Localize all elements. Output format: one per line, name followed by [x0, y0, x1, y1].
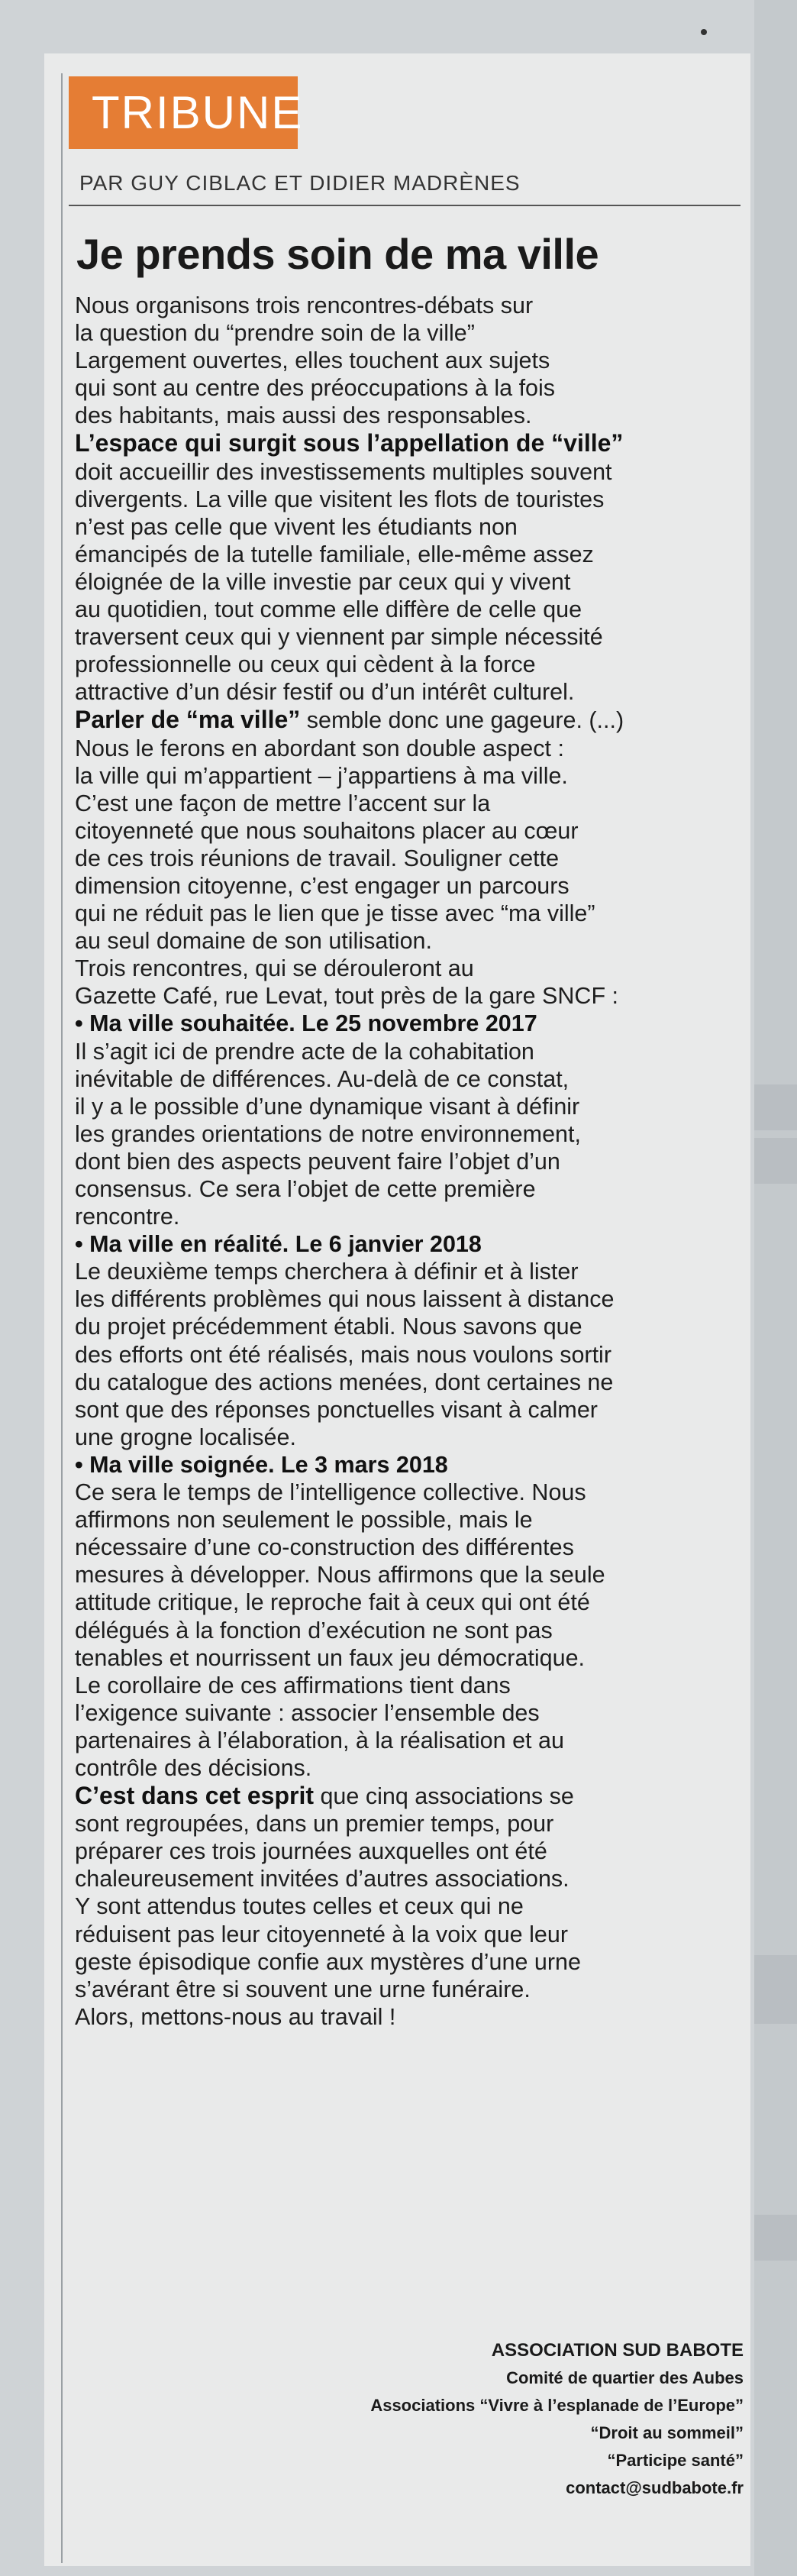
adjacent-page-strip: [754, 0, 797, 2576]
text-line: s’avérant être si souvent une urne funéraire.: [75, 1976, 531, 2002]
text-line: Y sont attendus toutes celles et ceux qui ne: [75, 1893, 524, 1920]
text-line: une grogne localisée.: [75, 1424, 296, 1450]
column-rule: [61, 73, 63, 2563]
meeting-title: • Ma ville soignée. Le 3 mars 2018: [75, 1451, 448, 1478]
text-line: n’est pas celle que vivent les étudiants non: [75, 513, 518, 540]
text-line: traversent ceux qui y viennent par simple nécessité: [75, 624, 603, 651]
text-line: citoyenneté que nous souhaitons placer au cœur: [75, 817, 579, 844]
text-line: Trois rencontres, qui se dérouleront au: [75, 955, 474, 982]
text-line: des habitants, mais aussi des responsables.: [75, 402, 532, 429]
paragraph-lead: C’est dans cet esprit: [75, 1782, 314, 1810]
paragraph-ma-ville: [75, 706, 747, 1010]
text-line: la ville qui m’appartient – j’appartiens à ma ville.: [75, 762, 568, 789]
text-line: du catalogue des actions menées, dont certaines ne: [75, 1369, 614, 1395]
text-line: au seul domaine de son utilisation.: [75, 928, 432, 955]
headline: Je prends soin de ma ville: [76, 230, 599, 278]
text-line: émancipés de la tutelle familiale, elle-même assez: [75, 541, 594, 567]
text-line: Ce sera le temps de l’intelligence collective. Nous: [75, 1479, 586, 1506]
byline-divider: [69, 205, 741, 206]
text-line: les différents problèmes qui nous laissent à distance: [75, 1286, 615, 1313]
text-line: délégués à la fonction d’exécution ne sont pas: [75, 1617, 553, 1644]
signature-line: “Participe santé”: [607, 2451, 744, 2470]
paragraph-esprit: [75, 1782, 747, 2031]
text-line: des efforts ont été réalisés, mais nous voulons sortir: [75, 1341, 611, 1368]
meeting-2: [75, 1230, 747, 1451]
text-line: il y a le possible d’une dynamique visant à définir: [75, 1093, 580, 1120]
text-line: sont que des réponses ponctuelles visant à calmer: [75, 1396, 598, 1423]
text-line: tenables et nourrissent un faux jeu démocratique.: [75, 1644, 586, 1671]
article-body: [75, 292, 747, 2031]
text-line: attractive d’un désir festif ou d’un intérêt culturel.: [75, 679, 575, 706]
text-line: partenaires à l’élaboration, à la réalisation et au: [75, 1727, 564, 1753]
text-line: la question du “prendre soin de la ville”: [75, 320, 475, 347]
text-line: du projet précédemment établi. Nous savons que: [75, 1314, 582, 1340]
text-line: dimension citoyenne, c’est engager un parcours: [75, 872, 570, 899]
meeting-1: [75, 1010, 747, 1230]
text-line: qui ne réduit pas le lien que je tisse avec “ma ville”: [75, 900, 595, 927]
text-line: semble donc une gageure. (...): [300, 707, 624, 734]
intro-paragraph: [75, 292, 747, 429]
text-line: dont bien des aspects peuvent faire l’objet d’un: [75, 1148, 560, 1175]
text-line: de ces trois réunions de travail. Souligner cette: [75, 845, 560, 871]
text-line: doit accueillir des investissements multiples souvent: [75, 458, 612, 485]
text-line: Le deuxième temps cherchera à définir et à lister: [75, 1259, 579, 1285]
text-line: divergents. La ville que visitent les flots de touristes: [75, 486, 605, 512]
byline: PAR GUY CIBLAC ET DIDIER MADRÈNES: [79, 171, 521, 195]
meeting-title: • Ma ville en réalité. Le 6 janvier 2018: [75, 1231, 482, 1258]
signature-line: “Droit au sommeil”: [590, 2423, 744, 2442]
text-line: Le corollaire de ces affirmations tient dans: [75, 1672, 511, 1698]
signature-email: contact@sudbabote.fr: [566, 2478, 744, 2497]
text-line: réduisent pas leur citoyenneté à la voix que leur: [75, 1921, 568, 1947]
text-line: Nous organisons trois rencontres-débats sur: [75, 293, 534, 318]
text-line: Il s’agit ici de prendre acte de la cohabitation: [75, 1038, 534, 1065]
text-line: consensus. Ce sera l’objet de cette première: [75, 1176, 536, 1202]
text-line: contrôle des décisions.: [75, 1754, 312, 1781]
section-tag: TRIBUNE: [69, 76, 298, 149]
text-line: inévitable de différences. Au-delà de ce constat,: [75, 1065, 570, 1092]
scan-speck: [701, 29, 707, 35]
text-line: Nous le ferons en abordant son double aspect :: [75, 735, 564, 761]
text-line: attitude critique, le reproche fait à ceux qui ont été: [75, 1589, 590, 1616]
text-line: Alors, mettons-nous au travail !: [75, 2003, 396, 2030]
paragraph-lead: L’espace qui surgit sous l’appellation de “ville”: [75, 429, 624, 457]
text-line: nécessaire d’une co-construction des différentes: [75, 1534, 574, 1561]
signature-line: Associations “Vivre à l’esplanade de l’Europe”: [370, 2396, 744, 2415]
text-line: affirmons non seulement le possible, mais le: [75, 1507, 533, 1534]
text-line: qui sont au centre des préoccupations à la fois: [75, 375, 556, 402]
text-line: préparer ces trois journées auxquelles ont été: [75, 1838, 547, 1865]
text-line: Largement ouvertes, elles touchent aux sujets: [75, 347, 550, 374]
paragraph-lead: Parler de “ma ville”: [75, 706, 301, 734]
text-line: professionnelle ou ceux qui cèdent à la force: [75, 651, 536, 678]
signature-org: ASSOCIATION SUD BABOTE: [491, 2340, 744, 2361]
text-line: sont regroupées, dans un premier temps, pour: [75, 1811, 554, 1837]
paragraph-ville: [75, 429, 747, 706]
meeting-3: [75, 1451, 747, 1782]
text-line: geste épisodique confie aux mystères d’une urne: [75, 1948, 581, 1975]
signature-line: Comité de quartier des Aubes: [506, 2368, 744, 2387]
text-line: Gazette Café, rue Levat, tout près de la gare SNCF :: [75, 983, 619, 1010]
text-line: au quotidien, tout comme elle diffère de celle que: [75, 596, 582, 623]
text-line: mesures à développer. Nous affirmons que la seule: [75, 1562, 605, 1589]
text-line: l’exigence suivante : associer l’ensemble des: [75, 1699, 540, 1726]
text-line: rencontre.: [75, 1204, 180, 1230]
text-line: les grandes orientations de notre environnement,: [75, 1120, 581, 1147]
text-line: éloignée de la ville investie par ceux qui y vivent: [75, 568, 571, 595]
text-line: que cinq associations se: [314, 1783, 574, 1810]
text-line: chaleureusement invitées d’autres associations.: [75, 1866, 570, 1892]
meeting-title: • Ma ville souhaitée. Le 25 novembre 2017: [75, 1010, 537, 1037]
signature-block: [370, 2337, 744, 2502]
text-line: C’est une façon de mettre l’accent sur la: [75, 790, 491, 816]
